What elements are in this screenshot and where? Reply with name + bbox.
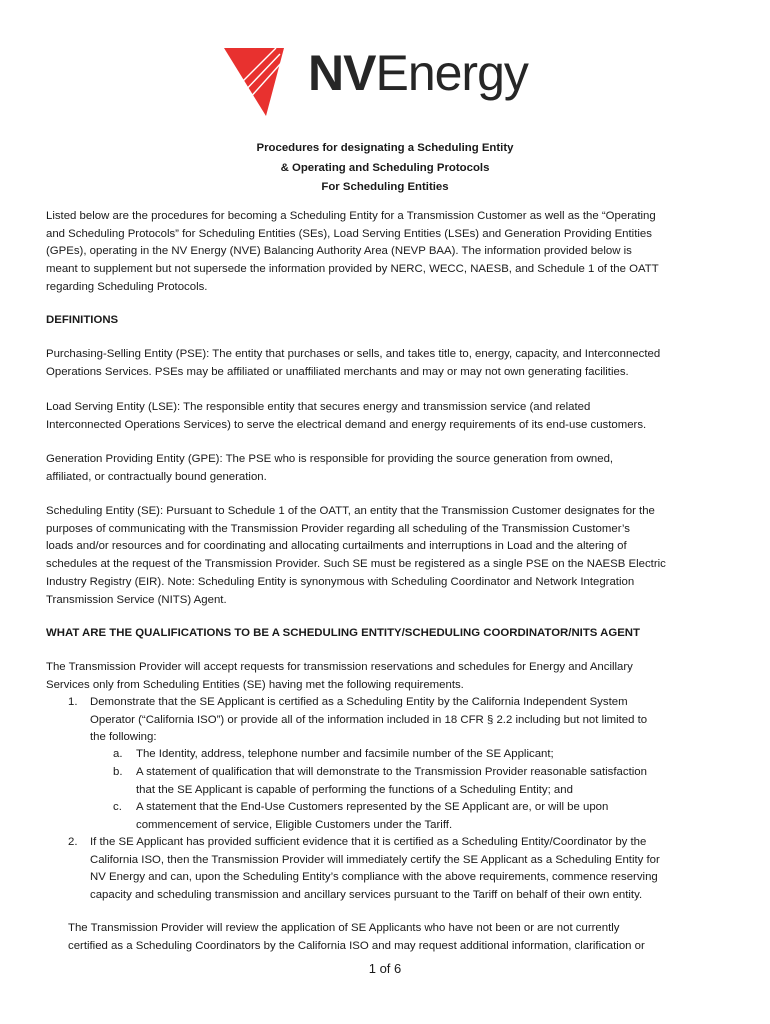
list-number: 2.	[68, 836, 78, 848]
paragraph-line: capacity and scheduling transmission and ancillary services pursuant to the Tariff on behalf of their own entity.	[90, 889, 643, 902]
sub-item-text	[136, 764, 736, 799]
paragraph-line: (GPEs), operating in the NV Energy (NVE) Balancing Authority Area (NEVP BAA). The information provided below is	[46, 245, 632, 258]
title-line-1: Procedures for designating a Scheduling Entity	[256, 142, 514, 154]
paragraph-line: and Scheduling Protocols” for Scheduling Entities (SEs), Load Serving Entities (LSEs) and Generation Providing Entities	[46, 227, 652, 240]
qualifications-heading: WHAT ARE THE QUALIFICATIONS TO BE A SCHEDULING ENTITY/SCHEDULING COORDINATOR/NITS AGENT	[46, 627, 640, 639]
paragraph-line: Interconnected Operations Services) to serve the electrical demand and energy requirements of its end-use customers.	[46, 418, 647, 431]
review-paragraph	[68, 920, 748, 955]
document-title	[0, 139, 770, 198]
paragraph-line: regarding Scheduling Protocols.	[46, 280, 208, 293]
list-number: 1.	[68, 696, 78, 708]
nv-energy-logo	[224, 44, 554, 116]
paragraph-line: California ISO, then the Transmission Provider will immediately certify the SE Applicant as a Scheduling Entity for	[90, 853, 660, 866]
list-item-2	[0, 834, 770, 906]
paragraph-line: The Identity, address, telephone number and facsimile number of the SE Applicant;	[136, 748, 554, 760]
paragraph-line: loads and/or resources and for coordinating and allocating curtailments and interruptions in Load and the altering of	[46, 540, 627, 553]
se-definition	[46, 503, 736, 609]
paragraph-line: Demonstrate that the SE Applicant is certified as a Scheduling Entity by the California Independent System	[90, 696, 628, 708]
sub-item-c	[0, 799, 770, 835]
sub-item-b	[0, 764, 770, 800]
list-item-text	[90, 694, 740, 747]
qualifications-intro	[46, 659, 736, 694]
logo-triangle-icon	[224, 44, 308, 116]
paragraph-line: Operations Services. PSEs may be affiliated or unaffiliated merchants and may or may not own generating facilities.	[46, 365, 629, 378]
sub-item-a	[0, 746, 770, 764]
title-line-2: & Operating and Scheduling Protocols	[280, 161, 490, 174]
sub-item-text	[136, 746, 736, 764]
list-item-text	[90, 834, 740, 905]
sub-letter: c.	[113, 801, 122, 813]
logo-brand-light: Energy	[375, 45, 528, 101]
paragraph-line: commencement of service, Eligible Customers under the Tariff.	[136, 818, 453, 831]
paragraph-line: Services only from Scheduling Entities (SE) having met the following requirements.	[46, 678, 464, 691]
sub-letter: b.	[113, 766, 123, 778]
paragraph-line: Transmission Service (NITS) Agent.	[46, 593, 227, 606]
intro-paragraph	[46, 208, 736, 297]
paragraph-line: Industry Registry (EIR). Note: Scheduling Entity is synonymous with Scheduling Coordinator and Network Integration	[46, 575, 635, 588]
paragraph-line: If the SE Applicant has provided sufficient evidence that it is certified as a Scheduling Entity/Coordinator by the	[90, 836, 647, 848]
paragraph-line: certified as a Scheduling Coordinators by the California ISO and may request additional information, clarification or	[68, 939, 645, 952]
paragraph-line: affiliated, or contractually bound generation.	[46, 470, 267, 483]
definitions-heading: DEFINITIONS	[46, 314, 119, 326]
paragraph-line: the following:	[90, 731, 157, 744]
sub-letter: a.	[113, 748, 123, 760]
logo-wordmark	[308, 45, 528, 101]
paragraph-line: meant to supplement but not supersede the information provided by NERC, WECC, NAESB, and Schedule 1 of the OATT	[46, 263, 659, 276]
paragraph-line: that the SE Applicant is capable of performing the functions of a Scheduling Entity; and	[136, 783, 573, 796]
paragraph-line: A statement that the End-Use Customers represented by the SE Applicant are, or will be upon	[136, 801, 609, 813]
paragraph-line: Load Serving Entity (LSE): The responsible entity that secures energy and transmission service (and related	[46, 401, 591, 413]
paragraph-line: Generation Providing Entity (GPE): The PSE who is responsible for providing the source generation from owned,	[46, 453, 614, 465]
paragraph-line: A statement of qualification that will demonstrate to the Transmission Provider reasonable satisfaction	[136, 766, 647, 778]
paragraph-line: Scheduling Entity (SE): Pursuant to Schedule 1 of the OATT, an entity that the Transmission Customer designates for the	[46, 505, 655, 517]
logo-brand-bold: NV	[308, 45, 376, 101]
paragraph-line: Listed below are the procedures for becoming a Scheduling Entity for a Transmission Customer as well as the “Operating	[46, 210, 656, 222]
pse-definition	[46, 346, 736, 381]
title-line-3: For Scheduling Entities	[321, 181, 449, 193]
paragraph-line: NV Energy and can, upon the Scheduling Entity’s compliance with the above requirements, commence reserving	[90, 871, 658, 884]
paragraph-line: purposes of communicating with the Transmission Provider regarding all scheduling of the Transmission Customer’s	[46, 522, 630, 535]
paragraph-line: Operator (“California ISO”) or provide all of the information included in 18 CFR § 2.2 including but not limited to	[90, 713, 648, 726]
gpe-definition	[46, 451, 736, 486]
sub-item-text	[136, 799, 736, 834]
paragraph-line: The Transmission Provider will accept requests for transmission reservations and schedules for Energy and Ancillary	[46, 661, 633, 673]
page-number: 1 of 6	[368, 961, 402, 976]
paragraph-line: schedules at the request of the Transmission Provider. Such SE must be registered as a single PSE on the NAESB Electric	[46, 558, 666, 571]
lse-definition	[46, 399, 736, 434]
paragraph-line: Purchasing-Selling Entity (PSE): The entity that purchases or sells, and takes title to, energy, capacity, and Interconnected	[46, 348, 661, 360]
paragraph-line: The Transmission Provider will review the application of SE Applicants who have not been or are not currently	[68, 922, 620, 934]
